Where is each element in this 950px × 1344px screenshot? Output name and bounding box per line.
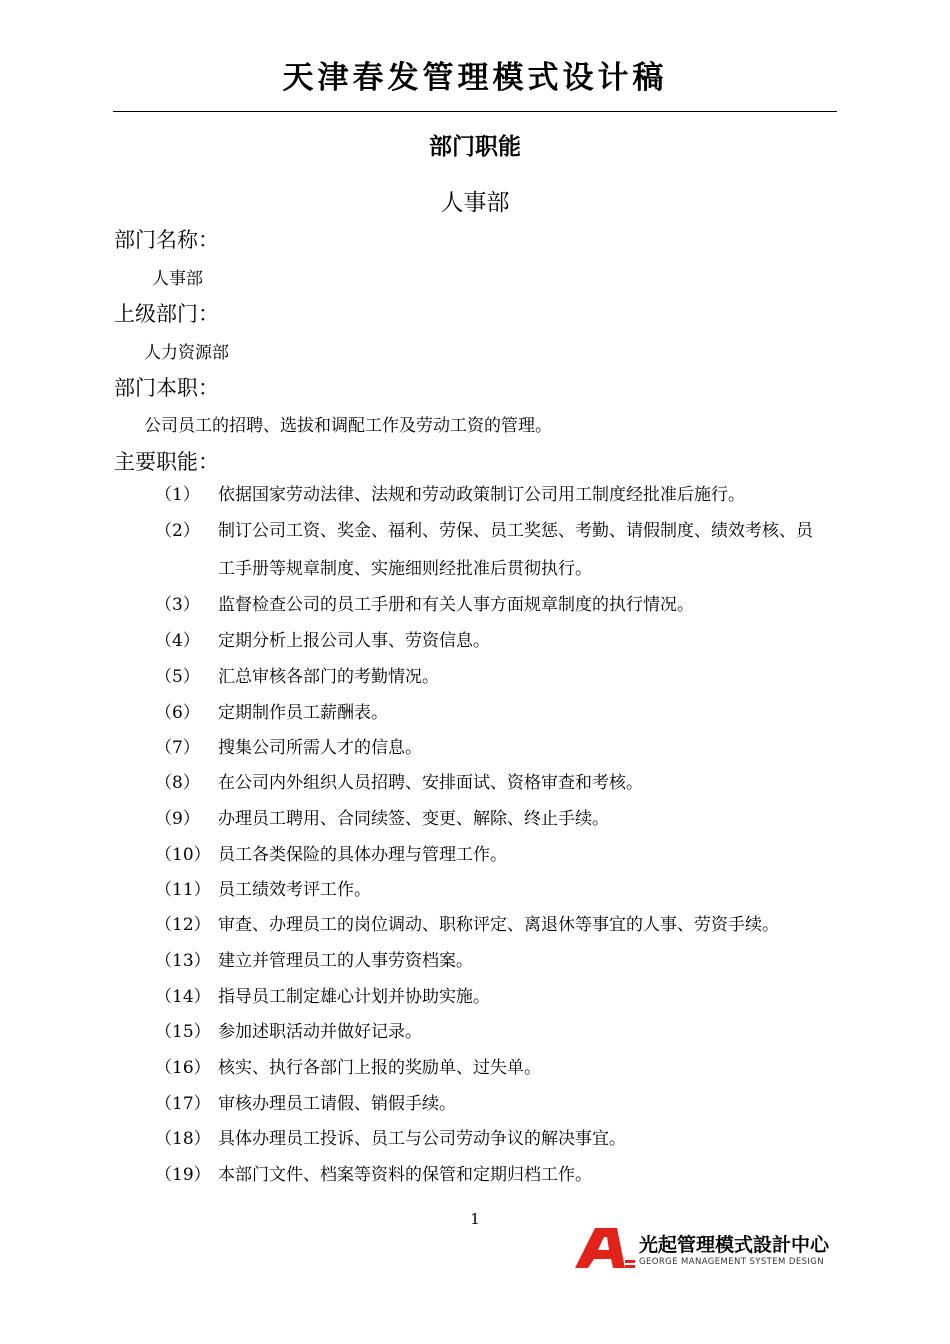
function-text: 员工各类保险的具体办理与管理工作。 <box>218 845 507 865</box>
function-text: 建立并管理员工的人事劳资档案。 <box>218 951 473 971</box>
section-heading-superior: 上级部门： <box>114 302 219 326</box>
function-number: （7） <box>155 738 200 758</box>
logo-chinese-text: 光起管理模式設計中心 <box>639 1234 830 1256</box>
function-text-continued: 工手册等规章制度、实施细则经批准后贯彻执行。 <box>218 559 592 579</box>
function-number: （6） <box>155 703 200 723</box>
function-text: 审核办理员工请假、销假手续。 <box>218 1094 456 1114</box>
department-title: 人事部 <box>440 190 510 216</box>
function-number: （1） <box>155 485 200 505</box>
section-heading-duty: 部门本职： <box>114 376 219 400</box>
function-number: （14） <box>155 987 211 1007</box>
company-logo <box>575 1226 840 1270</box>
logo-english-text: GEORGE MANAGEMENT SYSTEM DESIGN <box>639 1257 825 1267</box>
section-value-superior: 人力资源部 <box>144 343 229 363</box>
function-number: （19） <box>155 1165 211 1185</box>
function-number: （12） <box>155 915 211 935</box>
section-heading-name: 部门名称： <box>114 228 219 252</box>
function-number: （18） <box>155 1129 211 1149</box>
function-text: 员工绩效考评工作。 <box>218 880 371 900</box>
function-text: 定期分析上报公司人事、劳资信息。 <box>218 631 490 651</box>
function-text: 核实、执行各部门上报的奖励单、过失单。 <box>218 1058 541 1078</box>
function-number: （5） <box>155 667 200 687</box>
page-number: 1 <box>470 1210 480 1228</box>
function-number: （11） <box>155 880 211 900</box>
function-text: 在公司内外组织人员招聘、安排面试、资格审查和考核。 <box>218 773 643 793</box>
function-number: （8） <box>155 773 200 793</box>
section-value-duty: 公司员工的招聘、选拔和调配工作及劳动工资的管理。 <box>144 416 552 436</box>
function-text: 本部门文件、档案等资料的保管和定期归档工作。 <box>218 1165 592 1185</box>
header-divider <box>113 111 837 112</box>
function-number: （9） <box>155 809 200 829</box>
function-text: 定期制作员工薪酬表。 <box>218 703 388 723</box>
function-number: （15） <box>155 1022 211 1042</box>
function-number: （4） <box>155 631 200 651</box>
function-text: 汇总审核各部门的考勤情况。 <box>218 667 439 687</box>
function-text: 搜集公司所需人才的信息。 <box>218 738 422 758</box>
function-text: 审查、办理员工的岗位调动、职称评定、离退休等事宜的人事、劳资手续。 <box>218 915 779 935</box>
function-number: （3） <box>155 595 200 615</box>
function-text: 办理员工聘用、合同续签、变更、解除、终止手续。 <box>218 809 609 829</box>
function-number: （2） <box>155 521 200 541</box>
section-heading-functions: 主要职能： <box>114 450 219 474</box>
function-text: 参加述职活动并做好记录。 <box>218 1022 422 1042</box>
function-text: 依据国家劳动法律、法规和劳动政策制订公司用工制度经批准后施行。 <box>218 485 745 505</box>
logo-a-mark-icon <box>575 1228 635 1268</box>
section-value-name: 人事部 <box>152 269 203 289</box>
document-title: 部门职能 <box>429 134 521 160</box>
function-text: 指导员工制定雄心计划并协助实施。 <box>218 987 490 1007</box>
function-text: 监督检查公司的员工手册和有关人事方面规章制度的执行情况。 <box>218 595 694 615</box>
header-title: 天津春发管理模式设计稿 <box>282 60 668 96</box>
function-number: （13） <box>155 951 211 971</box>
function-text: 具体办理员工投诉、员工与公司劳动争议的解决事宜。 <box>218 1129 626 1149</box>
function-text: 制订公司工资、奖金、福利、劳保、员工奖惩、考勤、请假制度、绩效考核、员 <box>218 521 813 541</box>
function-number: （17） <box>155 1094 211 1114</box>
function-number: （10） <box>155 845 211 865</box>
function-number: （16） <box>155 1058 211 1078</box>
